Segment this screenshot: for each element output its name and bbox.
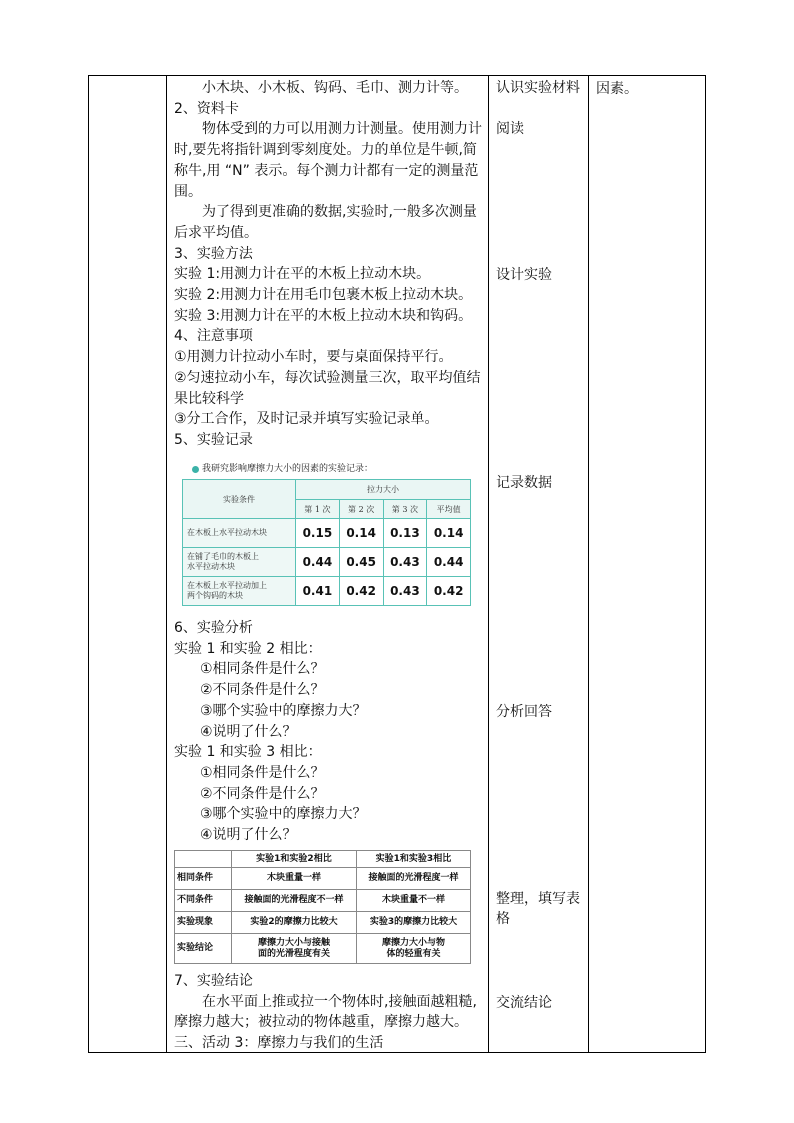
table-row: [183, 577, 471, 606]
value-cell: 0.44: [296, 548, 340, 577]
side-organize: 整理，填写表格: [496, 891, 580, 927]
question-line: ③哪个实验中的摩擦力大？: [200, 702, 367, 719]
experiment-record-figure: [182, 462, 472, 606]
value-cell: 0.44: [427, 548, 471, 577]
condition-cell: 在铺了毛巾的木板上 水平拉动木块: [183, 548, 296, 577]
side-conclude: 交流结论: [496, 995, 552, 1011]
value-cell: 0.42: [427, 577, 471, 606]
col-condition-header: 实验条件: [183, 480, 296, 519]
conclusion-content: [174, 971, 486, 1054]
row-label: 实验结论: [175, 934, 232, 964]
summary-cell: 木块重量不一样: [356, 890, 470, 912]
trial-header: 第 2 次: [339, 500, 383, 519]
bullet-dot-icon: [192, 466, 199, 473]
trial-header: 第 3 次: [383, 500, 427, 519]
table-row: [175, 851, 471, 868]
section-heading: 4、注意事项: [174, 328, 253, 345]
corner-cell: [175, 851, 232, 868]
side-record: 记录数据: [496, 475, 552, 491]
note-line: ①用测力计拉动小车时，要与桌面保持平行。: [174, 349, 453, 366]
value-cell: 0.15: [296, 519, 340, 548]
question-line: ④说明了什么？: [200, 827, 297, 844]
paragraph-line: 为了得到更准确的数据,实验时,一般多次测量: [202, 204, 477, 221]
compare-line: 实验 1 和实验 3 相比：: [174, 744, 322, 761]
value-cell: 0.41: [296, 577, 340, 606]
method-line: 实验 1:用测力计在平的木板上拉动木块。: [174, 266, 431, 283]
value-cell: 0.43: [383, 577, 427, 606]
paragraph-line: 称牛,用 “N” 表示。每个测力计都有一定的测量范: [174, 162, 479, 179]
value-cell: 0.14: [339, 519, 383, 548]
value-cell: 0.42: [339, 577, 383, 606]
method-line: 实验 2:用测力计在用毛巾包裹木板上拉动木块。: [174, 287, 473, 304]
row-label: 实验现象: [175, 912, 232, 934]
section-heading: 7、实验结论: [174, 973, 253, 989]
conclusion-line: 在水平面上推或拉一个物体时,接触面越粗糙,: [202, 993, 477, 1010]
column-divider: [166, 75, 167, 1053]
question-line: ①相同条件是什么？: [200, 764, 325, 781]
value-cell: 0.45: [339, 548, 383, 577]
question-line: ②不同条件是什么？: [200, 682, 325, 699]
column-divider: [588, 75, 589, 1053]
table-row: [175, 912, 471, 934]
summary-cell: 木块重量一样: [232, 868, 357, 890]
note-line: 果比较科学: [174, 390, 244, 407]
question-line: ④说明了什么？: [200, 723, 297, 740]
column-divider: [488, 75, 489, 1053]
note-line: ②匀速拉动小车，每次试验测量三次，取平均值结: [174, 369, 481, 386]
note-line: ③分工合作，及时记录并填写实验记录单。: [174, 411, 439, 428]
section-heading: 6、实验分析: [174, 620, 253, 636]
paragraph-line: 后求平均值。: [174, 224, 258, 241]
table-row: [175, 890, 471, 912]
table-row: [183, 548, 471, 577]
conclusion-line: 摩擦力越大；被拉动的物体越重，摩擦力越大。: [174, 1014, 468, 1031]
table-row: [175, 934, 471, 964]
summary-cell: 实验2的摩擦力比较大: [232, 912, 357, 934]
question-line: ②不同条件是什么？: [200, 785, 325, 802]
teaching-content: [174, 78, 486, 451]
question-line: ①相同条件是什么？: [200, 661, 325, 678]
record-table: [182, 479, 471, 606]
condition-cell: 在木板上水平拉动木块: [183, 519, 296, 548]
activity-heading: 三、活动 3：摩擦力与我们的生活: [174, 1035, 384, 1052]
condition-cell: 在木板上水平拉动加上 两个钩码的木块: [183, 577, 296, 606]
paragraph-line: 围。: [174, 183, 202, 200]
summary-table: [174, 850, 471, 964]
materials-line: 小木块、小木板、钩码、毛巾、测力计等。: [202, 80, 468, 96]
paragraph-line: 时,要先将指针调到零刻度处。力的单位是牛顿,简: [174, 142, 477, 159]
far-right-text: 因素。: [596, 81, 638, 97]
summary-header: 实验1和实验2相比: [232, 851, 357, 868]
compare-line: 实验 1 和实验 2 相比：: [174, 640, 322, 657]
analysis-content: [174, 618, 486, 846]
section-heading: 5、实验记录: [174, 431, 253, 448]
paragraph-line: 物体受到的力可以用测力计测量。使用测力计: [202, 121, 482, 138]
side-design: 设计实验: [496, 267, 552, 283]
trial-header: 第 1 次: [296, 500, 340, 519]
trial-header: 平均值: [427, 500, 471, 519]
col-pull-header: 拉力大小: [296, 480, 471, 500]
record-title: 我研究影响摩擦力大小的因素的实验记录：: [182, 462, 472, 476]
side-read: 阅读: [496, 121, 524, 137]
summary-cell: 摩擦力大小与物 体的轻重有关: [356, 934, 470, 964]
value-cell: 0.14: [427, 519, 471, 548]
row-label: 相同条件: [175, 868, 232, 890]
value-cell: 0.13: [383, 519, 427, 548]
question-line: ③哪个实验中的摩擦力大？: [200, 806, 367, 823]
side-analyze: 分析回答: [496, 704, 552, 720]
section-heading: 2、资料卡: [174, 100, 239, 117]
row-label: 不同条件: [175, 890, 232, 912]
summary-cell: 接触面的光滑程度不一样: [232, 890, 357, 912]
side-recognize: 认识实验材料: [496, 80, 580, 96]
method-line: 实验 3:用测力计在平的木板上拉动木块和钩码。: [174, 307, 473, 324]
value-cell: 0.43: [383, 548, 427, 577]
table-row: [175, 868, 471, 890]
section-heading: 3、实验方法: [174, 245, 253, 262]
summary-header: 实验1和实验3相比: [356, 851, 470, 868]
summary-cell: 接触面的光滑程度一样: [356, 868, 470, 890]
summary-cell: 摩擦力大小与接触 面的光滑程度有关: [232, 934, 357, 964]
summary-cell: 实验3的摩擦力比较大: [356, 912, 470, 934]
table-row: [183, 519, 471, 548]
